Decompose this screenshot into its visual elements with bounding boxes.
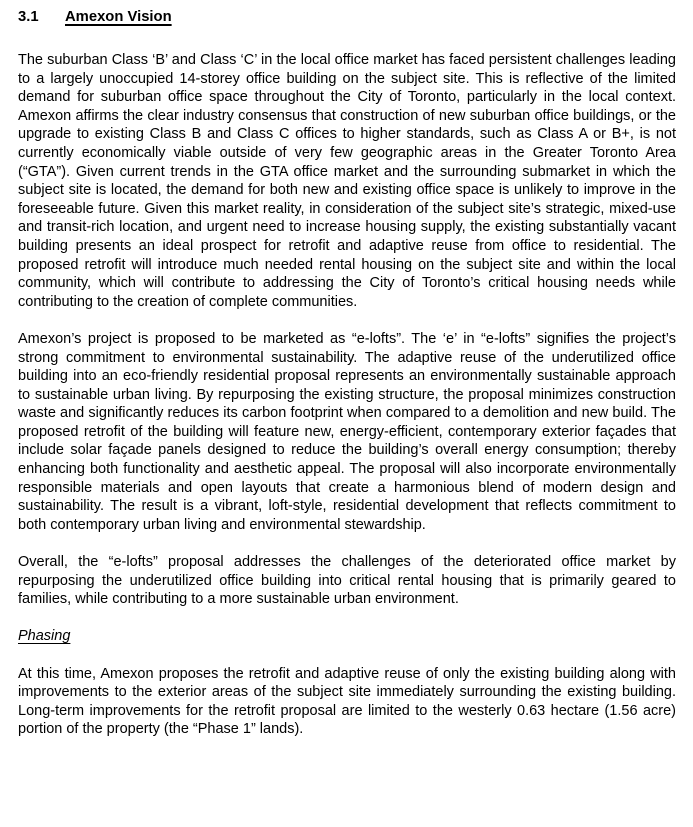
paragraph-overall-summary: Overall, the “e-lofts” proposal addresses the challenges of the deteriorated office market by repurposing the underutilized office building into critical rental housing that is primarily geared to families, while contributing to a more sustainable urban environment.: [18, 554, 676, 608]
section-heading: [18, 8, 676, 27]
paragraph-office-market-context: The suburban Class ‘B’ and Class ‘C’ in the local office market has faced persistent challenges leading to a largely unoccupied 14-storey office building on the subject site. This is reflective of the limited demand for suburban office space throughout the City of Toronto, particularly in the local context. Amexon affirms the clear industry consensus that construction of new suburban office buildings, or the upgrade to existing Class B and Class C offices to higher standards, such as Class A or B+, is not currently economically viable outside of very few geographic areas in the Greater Toronto Area (“GTA”). Given current trends in the GTA office market and the surrounding submarket in which the subject site is located, the demand for both new and existing office space is unlikely to improve in the foreseeable future. Given this market reality, in consideration of the subject site’s strategic, mixed-use and transit-rich location, and urgent need to increase housing supply, the existing substantially vacant building presents an ideal prospect for retrofit and adaptive reuse from office to residential. The proposed retrofit will introduce much needed rental housing on the subject site and within the local community, which will contribute to addressing the City of Toronto’s critical housing needs while contributing to the creation of complete communities.: [18, 52, 676, 310]
paragraph-phasing-details: At this time, Amexon proposes the retrofit and adaptive reuse of only the existing building along with improvements to the exterior areas of the subject site immediately surrounding the existing building. Long-term improvements for the retrofit proposal are limited to the westerly 0.63 hectare (1.56 acre) portion of the property (the “Phase 1” lands).: [18, 665, 676, 738]
paragraph-elofts-branding: Amexon’s project is proposed to be marketed as “e-lofts”. The ‘e’ in “e-lofts” signifies the project’s strong commitment to environmental sustainability. The adaptive reuse of the underutilized office building into an eco-friendly residential proposal represents an environmentally sustainable approach to sustainable urban living. By repurposing the existing structure, the proposal minimizes construction waste and significantly reduces its carbon footprint when compared to a demolition and new build. The proposed retrofit of the building will feature new, energy-efficient, contemporary exterior façades that include solar façade panels designed to reduce the building’s overall energy consumption; thereby enhancing both functionality and aesthetic appeal. The proposal will also incorporate environmentally responsible materials and open layouts that create a harmonious blend of modern design and sustainability. The result is a vibrant, loft-style, residential development that reflects commitment to both contemporary urban living and environmental stewardship.: [18, 330, 676, 533]
section-number: 3.1: [18, 9, 39, 25]
section-title: Amexon Vision: [65, 9, 172, 25]
subheading-phasing: Phasing: [18, 628, 71, 645]
